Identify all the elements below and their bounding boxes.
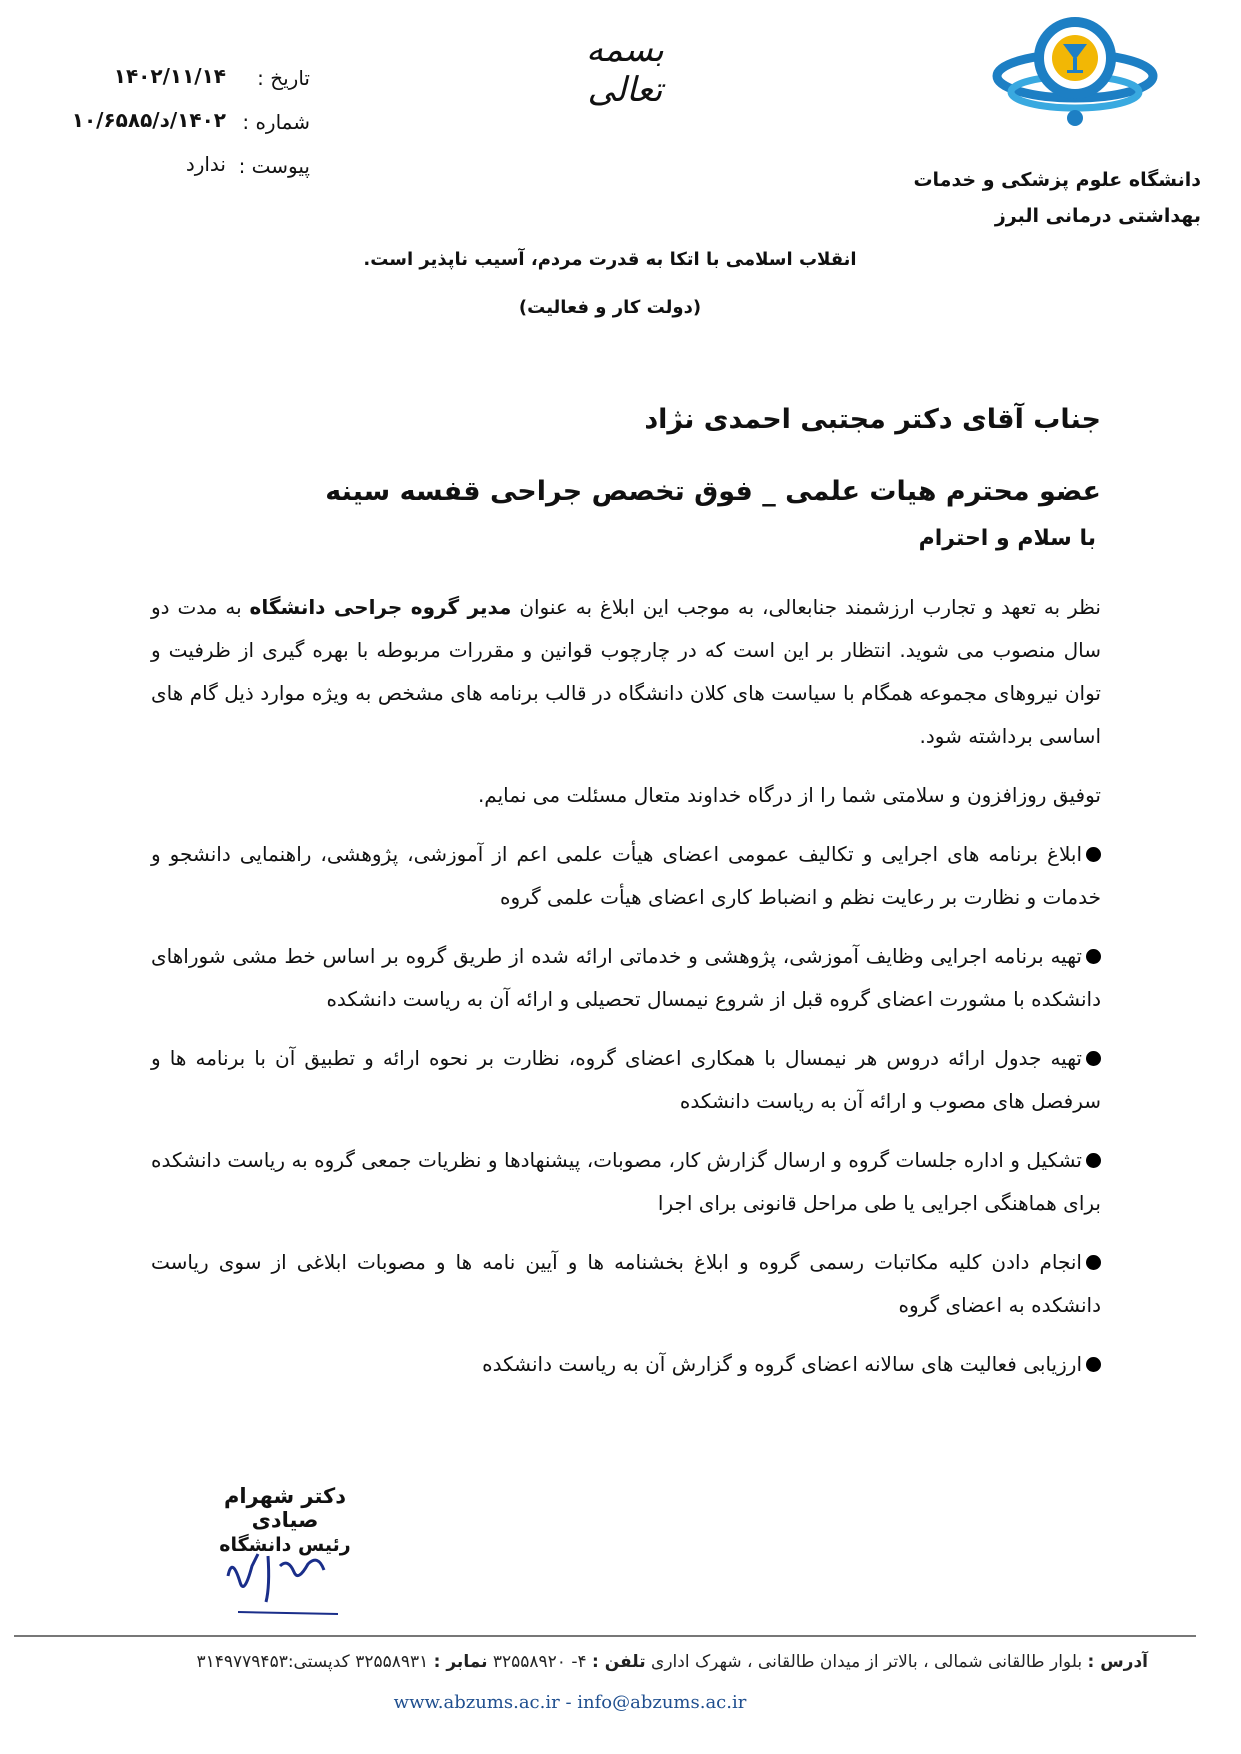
bullet-item [151,1037,1101,1123]
slogan-line1: انقلاب اسلامی با اتکا به قدرت مردم، آسیب ناپذیر است. [363,249,857,270]
attachment-label: پیوست : [238,154,310,178]
attachment-value: ندارد [185,152,226,176]
footer-address [58,1652,1148,1672]
intro-text-part1: نظر به تعهد و تجارب ارزشمند جنابعالی، به موجب این ابلاغ به عنوان [519,595,1101,619]
recipient-title: عضو محترم هیات علمی _ فوق تخصص جراحی قفسه سینه [325,476,1101,507]
footer-website: www.abzums.ac.ir - info@abzums.ac.ir [393,1692,747,1713]
letter-meta [60,62,310,194]
bullet-text: انجام دادن کلیه مکاتبات رسمی گروه و ابلاغ بخشنامه ها و آیین نامه ها و مصوبات ابلاغی از سوی ریاست دانشکده به اعضای گروه [151,1250,1101,1317]
recipient-block [201,384,1101,528]
fax-label: نمابر : [433,1652,488,1672]
recipient-name: جناب آقای دکتر مجتبی احمدی نژاد [644,404,1101,435]
bullet-dot-icon [1086,949,1101,964]
intro-paragraph [151,586,1101,758]
number-row [60,106,310,150]
footer-divider [14,1635,1196,1637]
bullet-item [151,1139,1101,1225]
fax-value: ۳۲۵۵۸۹۳۱ [355,1652,429,1672]
bullet-item [151,935,1101,1021]
date-label: تاریخ : [257,66,310,90]
address-label: آدرس : [1087,1652,1148,1672]
bismillah-heading: بسمه تعالی [586,30,664,110]
university-name [881,162,1201,234]
postal-value: ۳۱۴۹۷۷۹۴۵۳ [196,1652,288,1672]
bullet-text: تهیه برنامه اجرایی وظایف آموزشی، پژوهشی و خدماتی ارائه شده از طریق گروه بر اساس خط مشی شوراهای دانشکده با مشورت اعضای گروه قبل از شروع نیمسال تحصیلی و ارائه آن به ریاست دانشکده [151,944,1101,1011]
slogan-line2: (دولت کار و فعالیت) [518,297,702,318]
intro-bold-role: مدیر گروه جراحی دانشگاه [249,595,512,619]
intro-text-part2: به مدت دو سال منصوب می شوید. انتظار بر این است که در چارچوب قوانین و مقررات مربوطه با بهره گیری از ظرفیت و توان نیروهای مجموعه همگام با سیاست های کلان دانشگاه در قالب برنامه های مشخص به ویژه موارد ذیل گام های اساسی برداشته شود. [151,595,1101,748]
phone-label: تلفن : [592,1652,646,1672]
bullet-dot-icon [1086,1357,1101,1372]
handwritten-signature [218,1536,348,1616]
phone-value: ۴- ۳۲۵۵۸۹۲۰ [492,1652,587,1672]
bullet-text: تشکیل و اداره جلسات گروه و ارسال گزارش کار، مصوبات، پیشنهادها و نظریات جمعی گروه به ریاست دانشکده برای هماهنگی اجرایی یا طی مراحل قانونی برای اجرا [151,1148,1101,1215]
slogan [300,236,920,332]
bullet-dot-icon [1086,1153,1101,1168]
university-name-line2: بهداشتی درمانی البرز [994,205,1201,227]
university-name-line1: دانشگاه علوم پزشکی و خدمات [913,169,1201,191]
number-value: ۱۴۰۲/د/۱۰/۶۵۸۵ [71,108,226,132]
signatory-name: دکتر شهرام صیادی [223,1484,347,1532]
greeting: با سلام و احترام [918,526,1096,551]
bullet-dot-icon [1086,847,1101,862]
closing-paragraph: توفیق روزافزون و سلامتی شما را از درگاه خداوند متعال مسئلت می نمایم. [477,783,1101,807]
bullet-dot-icon [1086,1255,1101,1270]
bullet-text: ابلاغ برنامه های اجرایی و تکالیف عمومی اعضای هیأت علمی اعم از آموزشی، پژوهشی، راهنمایی دانشجو و خدمات و نظارت بر رعایت نظم و انضباط کاری اعضای هیأت علمی گروه [151,842,1101,909]
bullet-text: تهیه جدول ارائه دروس هر نیمسال با همکاری اعضای گروه، نظارت بر نحوه ارائه و تطبیق آن با برنامه ها و سرفصل های مصوب و ارائه آن به ریاست دانشکده [151,1046,1101,1113]
date-row [60,62,310,106]
signatory-title: رئیس دانشگاه [219,1534,351,1556]
number-label: شماره : [242,110,310,134]
bullet-item [151,1343,1101,1386]
bullet-item [151,1241,1101,1327]
bullet-text: ارزیابی فعالیت های سالانه اعضای گروه و گزارش آن به ریاست دانشکده [482,1352,1082,1376]
date-value: ۱۴۰۲/۱۱/۱۴ [113,64,226,88]
postal-label: کدپستی: [287,1652,350,1672]
address-text: بلوار طالقانی شمالی ، بالاتر از میدان طالقانی ، شهرک اداری [651,1652,1083,1672]
attachment-row [60,150,310,194]
bullet-dot-icon [1086,1051,1101,1066]
university-logo [985,14,1165,154]
letter-body [151,586,1101,1402]
bullet-item [151,833,1101,919]
